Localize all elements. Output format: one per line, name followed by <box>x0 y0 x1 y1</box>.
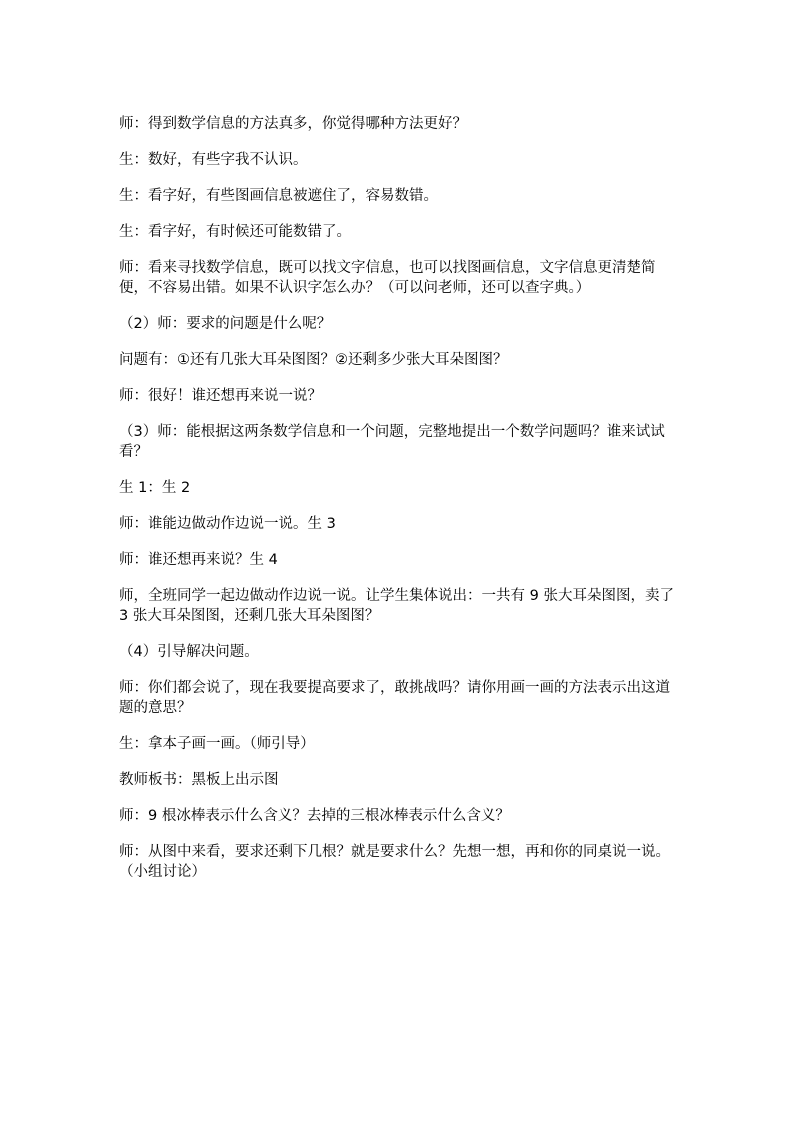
paragraph-13: 师，全班同学一起边做动作边说一说。让学生集体说出：一共有 9 张大耳朵图图，卖了 3 张大耳朵图图，还剩几张大耳朵图图？ <box>119 588 674 624</box>
paragraph-6: （2）师：要求的问题是什么呢？ <box>119 316 332 332</box>
paragraph-17: 教师板书：黑板上出示图 <box>119 772 279 788</box>
paragraph-12: 师：谁还想再来说？生 4 <box>119 552 278 568</box>
paragraph-9: （3）师：能根据这两条数学信息和一个问题，完整地提出一个数学问题吗？谁来试试看？ <box>119 424 665 460</box>
paragraph-7: 问题有：①还有几张大耳朵图图？②还剩多少张大耳朵图图？ <box>119 352 508 368</box>
paragraph-15: 师：你们都会说了，现在我要提高要求了，敢挑战吗？请你用画一画的方法表示出这道题的意思？ <box>119 680 670 716</box>
document-body <box>119 114 679 898</box>
paragraph-5: 师：看来寻找数学信息，既可以找文字信息，也可以找图画信息，文字信息更清楚简便，不容易出错。如果不认识字怎么办？（可以问老师，还可以查字典。） <box>119 260 656 296</box>
paragraph-3: 生：看字好，有些图画信息被遮住了，容易数错。 <box>119 188 438 204</box>
paragraph-11: 师：谁能边做动作边说一说。生 3 <box>119 516 336 532</box>
paragraph-8: 师：很好！谁还想再来说一说？ <box>119 388 322 404</box>
paragraph-19: 师：从图中来看，要求还剩下几根？就是要求什么？先想一想，再和你的同桌说一说。（小组讨论） <box>119 844 670 880</box>
paragraph-10: 生 1：生 2 <box>119 480 191 496</box>
paragraph-1: 师：得到数学信息的方法真多，你觉得哪种方法更好？ <box>119 116 467 132</box>
paragraph-14: （4）引导解决问题。 <box>119 644 259 660</box>
paragraph-4: 生：看字好，有时候还可能数错了。 <box>119 224 351 240</box>
paragraph-2: 生：数好，有些字我不认识。 <box>119 152 308 168</box>
paragraph-16: 生：拿本子画一画。（师引导） <box>119 736 315 752</box>
paragraph-18: 师：9 根冰棒表示什么含义？去掉的三根冰棒表示什么含义？ <box>119 808 510 824</box>
